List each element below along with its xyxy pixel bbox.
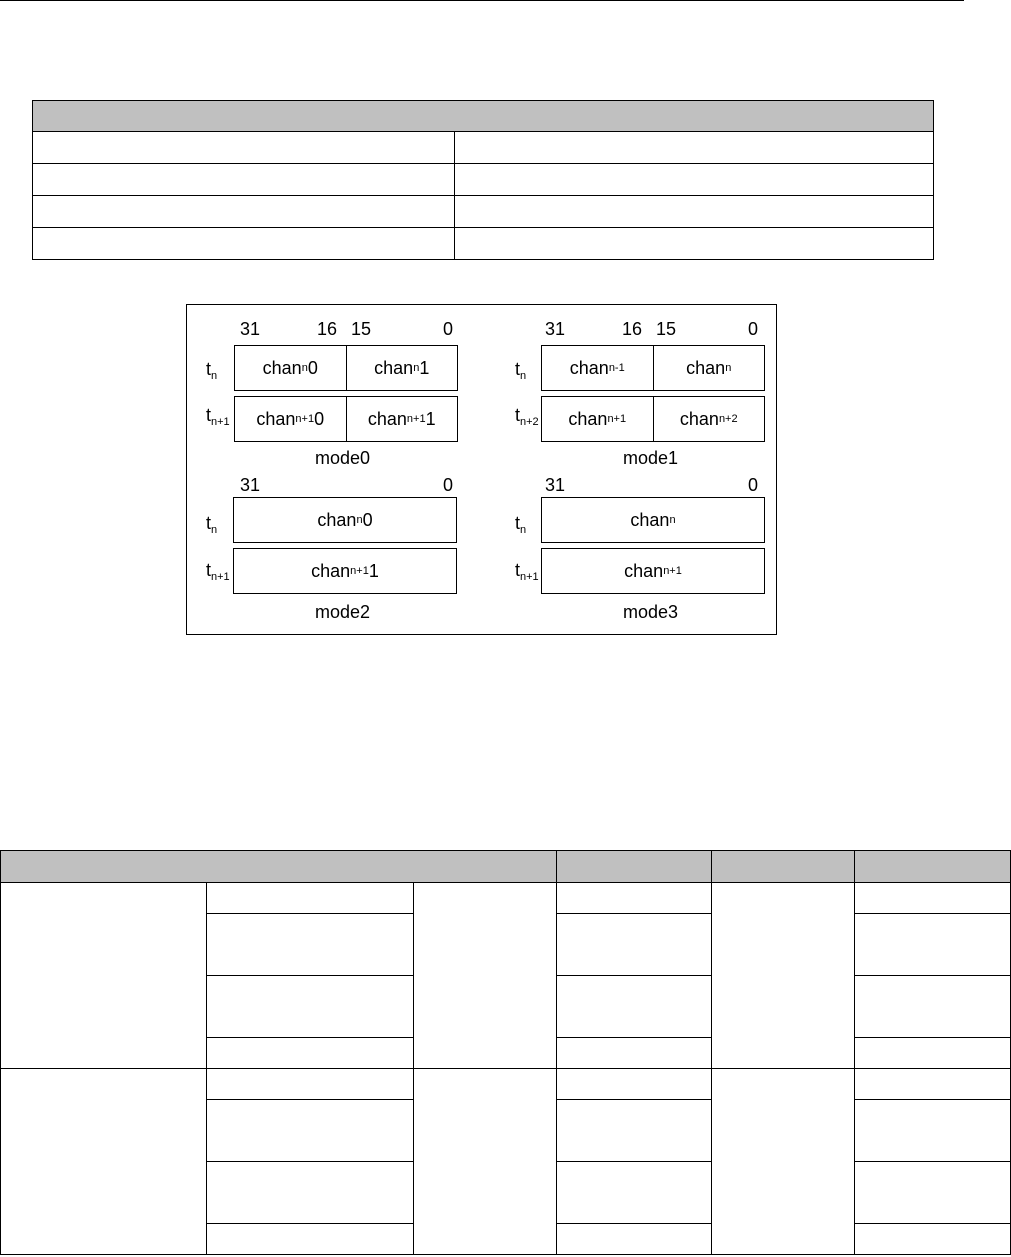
table-cell: [33, 228, 455, 260]
bit-label: 31: [545, 475, 566, 495]
table-header-cell: [33, 101, 934, 132]
time-label: $t_n$: [515, 359, 527, 382]
table-cell: [712, 1069, 855, 1255]
register-box-mode1-row2: [541, 396, 765, 442]
register-box-mode0-row2: [234, 396, 458, 442]
register-box-mode1-row1: [541, 345, 765, 391]
table-cell: [712, 883, 855, 1069]
time-label: $t_{n+1}$: [206, 405, 230, 428]
table-cell: [414, 1069, 557, 1255]
table-row: [33, 164, 934, 196]
mode-caption: mode1: [623, 448, 679, 468]
channel-cell: chan n 0: [317, 509, 373, 530]
table-cell: [1, 883, 207, 1069]
time-label: $t_{n+1}$: [515, 560, 539, 583]
channel-cell: chan n+1: [568, 408, 627, 429]
time-label: $t_n$: [206, 359, 218, 382]
table-cell: [557, 1038, 712, 1069]
mode-caption: mode2: [315, 602, 371, 622]
table-cell: [557, 1224, 712, 1255]
table-cell: [207, 1162, 414, 1224]
table-row: [33, 132, 934, 164]
table-cell: [557, 1069, 712, 1100]
table-header-cell: [855, 851, 1011, 883]
channel-cell: chan n: [653, 346, 765, 390]
mode-caption: mode0: [315, 448, 371, 468]
table-cell: [455, 196, 934, 228]
table-cell: [855, 1100, 1011, 1162]
bit-label: 0: [443, 475, 454, 495]
bit-label: 31: [240, 319, 261, 339]
table-cell: [455, 228, 934, 260]
time-label: $t_{n+1}$: [206, 560, 230, 583]
table-cell: [557, 883, 712, 914]
bit-label: 16: [622, 319, 643, 339]
table-row: [33, 228, 934, 260]
table-cell: [414, 883, 557, 1069]
bit-label: 0: [748, 475, 759, 495]
register-box-mode3-row2: [541, 548, 765, 594]
bit-label: 31: [545, 319, 566, 339]
table-cell: [557, 914, 712, 976]
time-label: $t_{n+2}$: [515, 405, 539, 428]
table-cell: [855, 1038, 1011, 1069]
table-row: [1, 883, 1011, 914]
register-box-mode3-row1: [541, 497, 765, 543]
table-cell: [557, 976, 712, 1038]
table-cell: [33, 196, 455, 228]
table-cell: [1, 1069, 207, 1255]
table-cell: [207, 1069, 414, 1100]
channel-cell: chan n+1 1: [346, 397, 458, 441]
channel-cell: chan n-1: [569, 357, 625, 378]
table-cell: [455, 164, 934, 196]
table-cell: [207, 1038, 414, 1069]
register-table: [0, 850, 1011, 1255]
mode-caption: mode3: [623, 602, 679, 622]
page-top-rule: [0, 0, 964, 1]
table-cell: [455, 132, 934, 164]
table-cell: [855, 1224, 1011, 1255]
table-header-row: [33, 101, 934, 132]
table-cell: [855, 883, 1011, 914]
bit-label: 0: [748, 319, 759, 339]
table-header-cell: [557, 851, 712, 883]
table-cell: [33, 164, 455, 196]
table-cell: [557, 1100, 712, 1162]
table-header-cell: [1, 851, 557, 883]
table-cell: [855, 1069, 1011, 1100]
register-box-mode0-row1: [234, 345, 458, 391]
table-cell: [33, 132, 455, 164]
channel-cell: chan n+1 1: [311, 560, 379, 581]
channel-cell: chan n 1: [346, 346, 458, 390]
register-box-mode2-row1: [233, 497, 457, 543]
channel-cell: chan n+1 0: [256, 408, 325, 429]
table-cell: [855, 976, 1011, 1038]
table-cell: [207, 976, 414, 1038]
channel-cell: chan n: [630, 509, 676, 530]
table-cell: [207, 883, 414, 914]
channel-cell: chan n+1: [624, 560, 682, 581]
channel-cell: chan n 0: [262, 357, 318, 378]
bit-label: 15: [656, 319, 677, 339]
register-box-mode2-row2: [233, 548, 457, 594]
table-header-cell: [712, 851, 855, 883]
table-row: [1, 1069, 1011, 1100]
time-label: $t_n$: [206, 513, 218, 536]
table-cell: [207, 1224, 414, 1255]
time-label: $t_n$: [515, 513, 527, 536]
table-cell: [855, 914, 1011, 976]
mode-table: [32, 100, 934, 260]
table-cell: [557, 1162, 712, 1224]
bit-label: 31: [240, 475, 261, 495]
channel-cell: chan n+2: [653, 397, 765, 441]
table-cell: [855, 1162, 1011, 1224]
table-row: [33, 196, 934, 228]
table-cell: [207, 914, 414, 976]
bit-label: 0: [443, 319, 454, 339]
table-header-row: [1, 851, 1011, 883]
bit-label: 16: [317, 319, 338, 339]
bit-label: 15: [351, 319, 372, 339]
data-format-figure: [186, 304, 777, 635]
table-cell: [207, 1100, 414, 1162]
